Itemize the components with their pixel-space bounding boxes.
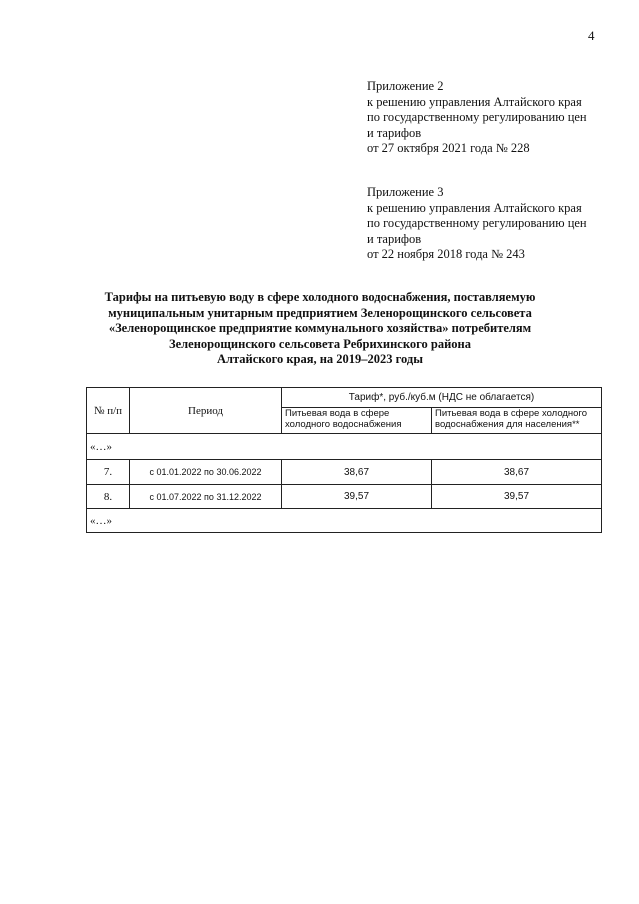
appendix-2-header <box>367 79 587 157</box>
title-line: Алтайского края, на 2019–2023 годы <box>216 352 424 366</box>
title-line: «Зеленорощинское предприятие коммунального хозяйства» потребителям <box>108 321 532 335</box>
appendix-3-header <box>367 185 587 263</box>
appendix-line: Приложение 3 <box>367 185 444 199</box>
header-period: Период <box>130 388 282 434</box>
ellipsis-row: «…» <box>87 434 602 460</box>
appendix-line: от 22 ноября 2018 года № 243 <box>367 247 525 261</box>
title-line: Тарифы на питьевую воду в сфере холодного водоснабжения, поставляемую <box>104 290 536 304</box>
title-line: муниципальным унитарным предприятием Зеленорощинского сельсовета <box>108 305 532 320</box>
appendix-line: от 27 октября 2021 года № 228 <box>367 141 530 155</box>
tariff-table <box>86 387 602 533</box>
header-tariff: Тариф*, руб./куб.м (НДС не облагается) <box>282 388 602 408</box>
header-num: № п/п <box>87 388 130 434</box>
appendix-line: и тарифов <box>367 125 422 140</box>
appendix-line: по государственному регулированию цен <box>367 110 587 124</box>
page-number: 4 <box>588 28 595 43</box>
appendix-line: к решению управления Алтайского края <box>367 200 582 215</box>
table-row <box>87 485 602 509</box>
title-line: Зеленорощинского сельсовета Ребрихинского района <box>169 336 471 351</box>
row-period: с 01.07.2022 по 31.12.2022 <box>130 485 282 509</box>
row-number: 7. <box>87 460 130 485</box>
row-tariff-population-value: 38,67 <box>432 460 602 485</box>
row-period: с 01.01.2022 по 30.06.2022 <box>130 460 282 485</box>
appendix-line: к решению управления Алтайского края <box>367 94 582 109</box>
document-title <box>80 290 560 368</box>
appendix-line: и тарифов <box>367 231 422 246</box>
table-row <box>87 460 602 485</box>
ellipsis-row: «…» <box>87 509 602 533</box>
header-drinking-water-population: Питьевая вода в сфере холодного водоснабжения для населения** <box>432 408 602 434</box>
row-tariff-population-value: 39,57 <box>432 485 602 509</box>
row-tariff-value: 38,67 <box>282 460 432 485</box>
appendix-line: Приложение 2 <box>367 79 444 93</box>
row-tariff-value: 39,57 <box>282 485 432 509</box>
appendix-line: по государственному регулированию цен <box>367 216 587 230</box>
row-number: 8. <box>87 485 130 509</box>
header-drinking-water: Питьевая вода в сфере холодного водоснабжения <box>282 408 432 434</box>
